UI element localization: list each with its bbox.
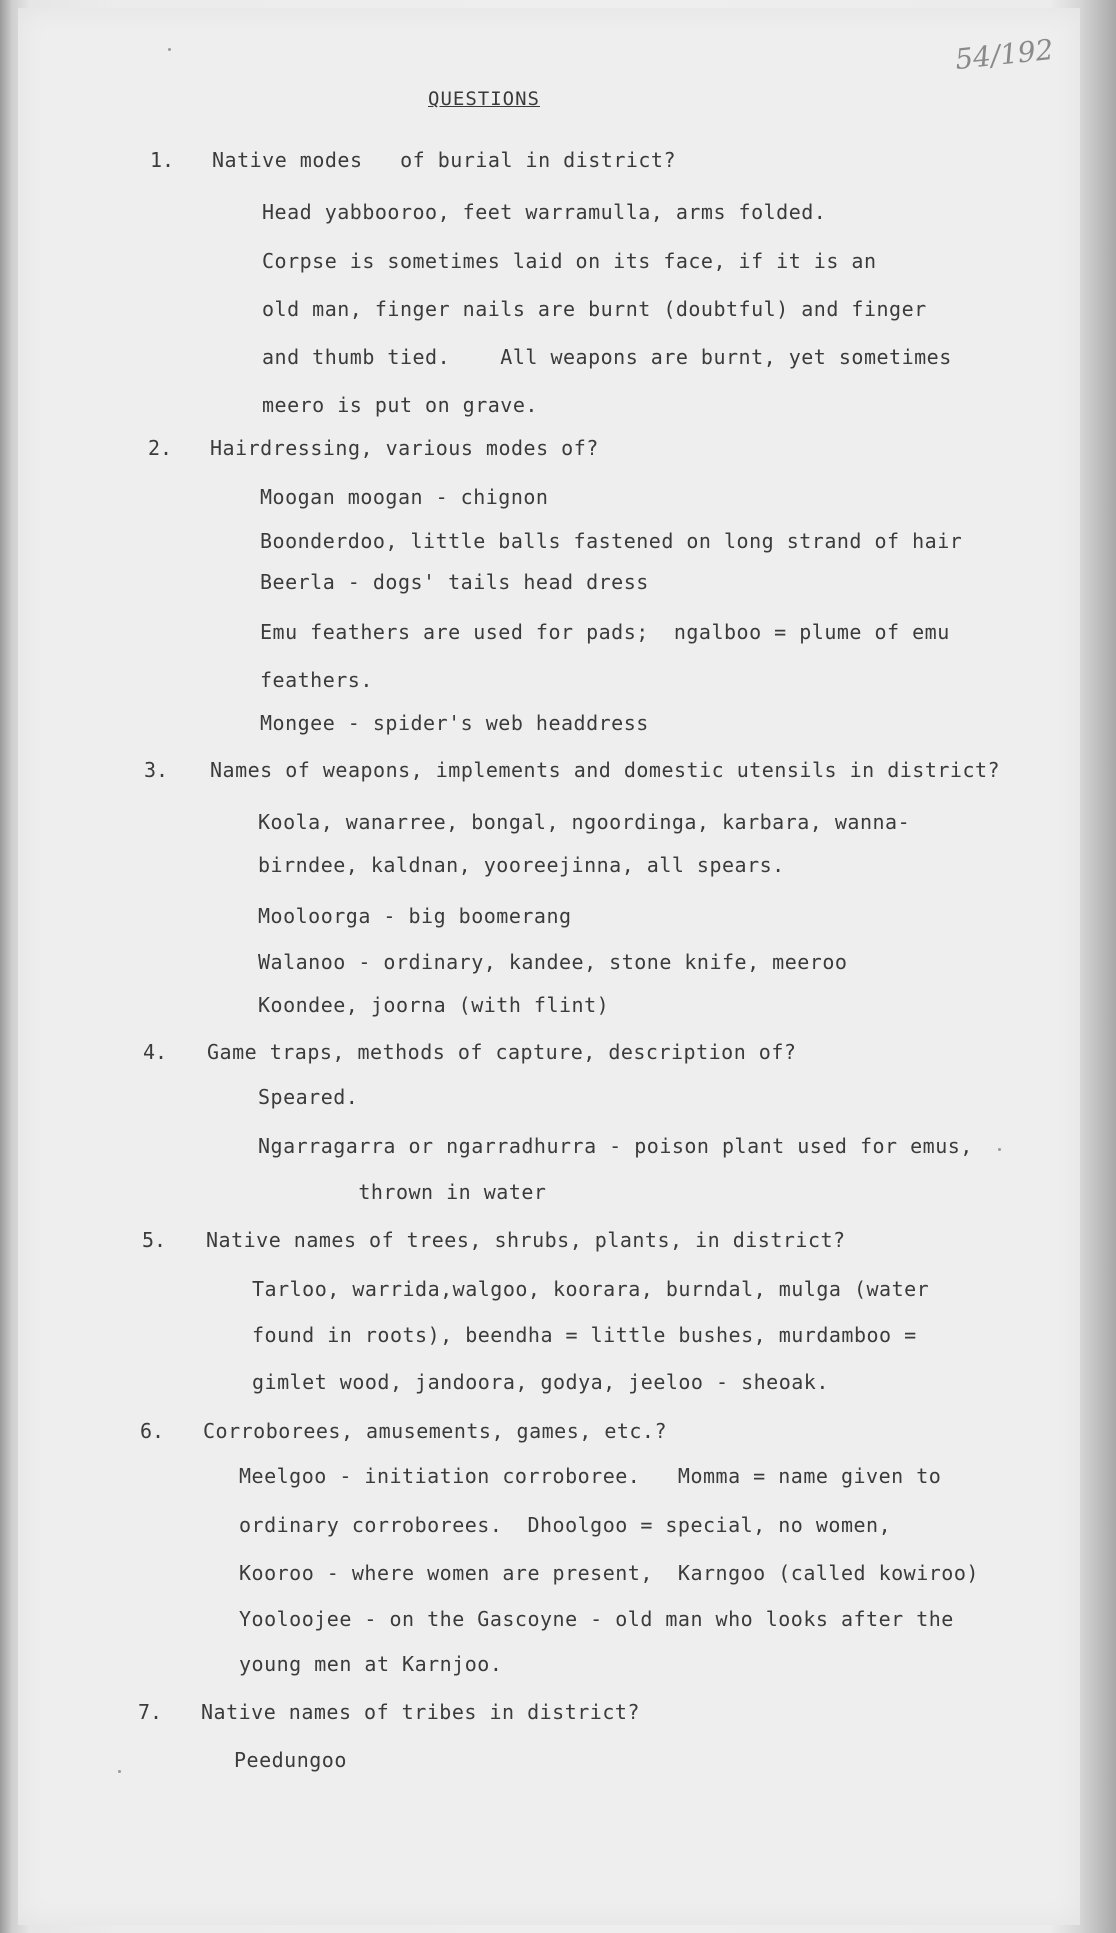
answer-line: Tarloo, warrida,walgoo, koorara, burndal, mulga (water (252, 1277, 930, 1301)
answer-line: Kooroo - where women are present, Karngoo (called kowiroo) (239, 1561, 979, 1585)
question-text: Native names of tribes in district? (201, 1700, 640, 1724)
answer-line: Emu feathers are used for pads; ngalboo = plume of emu (260, 620, 950, 644)
question-number: 4. (143, 1040, 168, 1064)
question-text: Native modes of burial in district? (212, 148, 677, 172)
answer-line: Yooloojee - on the Gascoyne - old man who looks after the (239, 1607, 954, 1631)
answer-line: Boonderdoo, little balls fastened on long strand of hair (260, 529, 963, 553)
question-text: Native names of trees, shrubs, plants, in district? (206, 1228, 846, 1252)
answer-line: Meelgoo - initiation corroboree. Momma = name given to (239, 1464, 942, 1488)
question-text: Corroborees, amusements, games, etc.? (203, 1419, 668, 1443)
question-number: 2. (148, 436, 173, 460)
answer-line: Beerla - dogs' tails head dress (260, 570, 649, 594)
answer-line: birndee, kaldnan, yooreejinna, all spears. (258, 853, 785, 877)
answer-line: Mongee - spider's web headdress (260, 711, 649, 735)
question-number: 1. (150, 148, 175, 172)
answer-line: Moogan moogan - chignon (260, 485, 549, 509)
answer-line: found in roots), beendha = little bushes, murdamboo = (252, 1323, 917, 1347)
answer-line: Head yabbooroo, feet warramulla, arms folded. (262, 200, 827, 224)
answer-line: young men at Karnjoo. (239, 1652, 503, 1676)
question-number: 7. (138, 1700, 163, 1724)
answer-line: feathers. (260, 668, 373, 692)
page-heading: QUESTIONS (428, 88, 540, 110)
answer-line: Koola, wanarree, bongal, ngoordinga, karbara, wanna- (258, 810, 911, 834)
question-number: 6. (140, 1419, 165, 1443)
answer-line: Ngarragarra or ngarradhurra - poison plant used for emus, (258, 1134, 973, 1158)
answer-line: Corpse is sometimes laid on its face, if it is an (262, 249, 877, 273)
question-text: Game traps, methods of capture, description of? (207, 1040, 797, 1064)
question-text: Names of weapons, implements and domestic utensils in district? (210, 758, 1001, 782)
answer-line: Peedungoo (234, 1748, 347, 1772)
answer-line: and thumb tied. All weapons are burnt, yet sometimes (262, 345, 952, 369)
answer-line: Speared. (258, 1085, 359, 1109)
answer-line: old man, finger nails are burnt (doubtful) and finger (262, 297, 927, 321)
answer-line: ordinary corroborees. Dhoolgoo = special, no women, (239, 1513, 892, 1537)
question-text: Hairdressing, various modes of? (210, 436, 599, 460)
answer-line: Koondee, joorna (with flint) (258, 993, 610, 1017)
question-number: 3. (144, 758, 169, 782)
answer-line: meero is put on grave. (262, 393, 538, 417)
answer-line: Walanoo - ordinary, kandee, stone knife, meeroo (258, 950, 848, 974)
answer-line: gimlet wood, jandoora, godya, jeeloo - sheoak. (252, 1370, 829, 1394)
answer-line: Mooloorga - big boomerang (258, 904, 572, 928)
folio-number: 54/192 (953, 32, 1055, 77)
question-number: 5. (142, 1228, 167, 1252)
answer-line: thrown in water (258, 1180, 547, 1204)
